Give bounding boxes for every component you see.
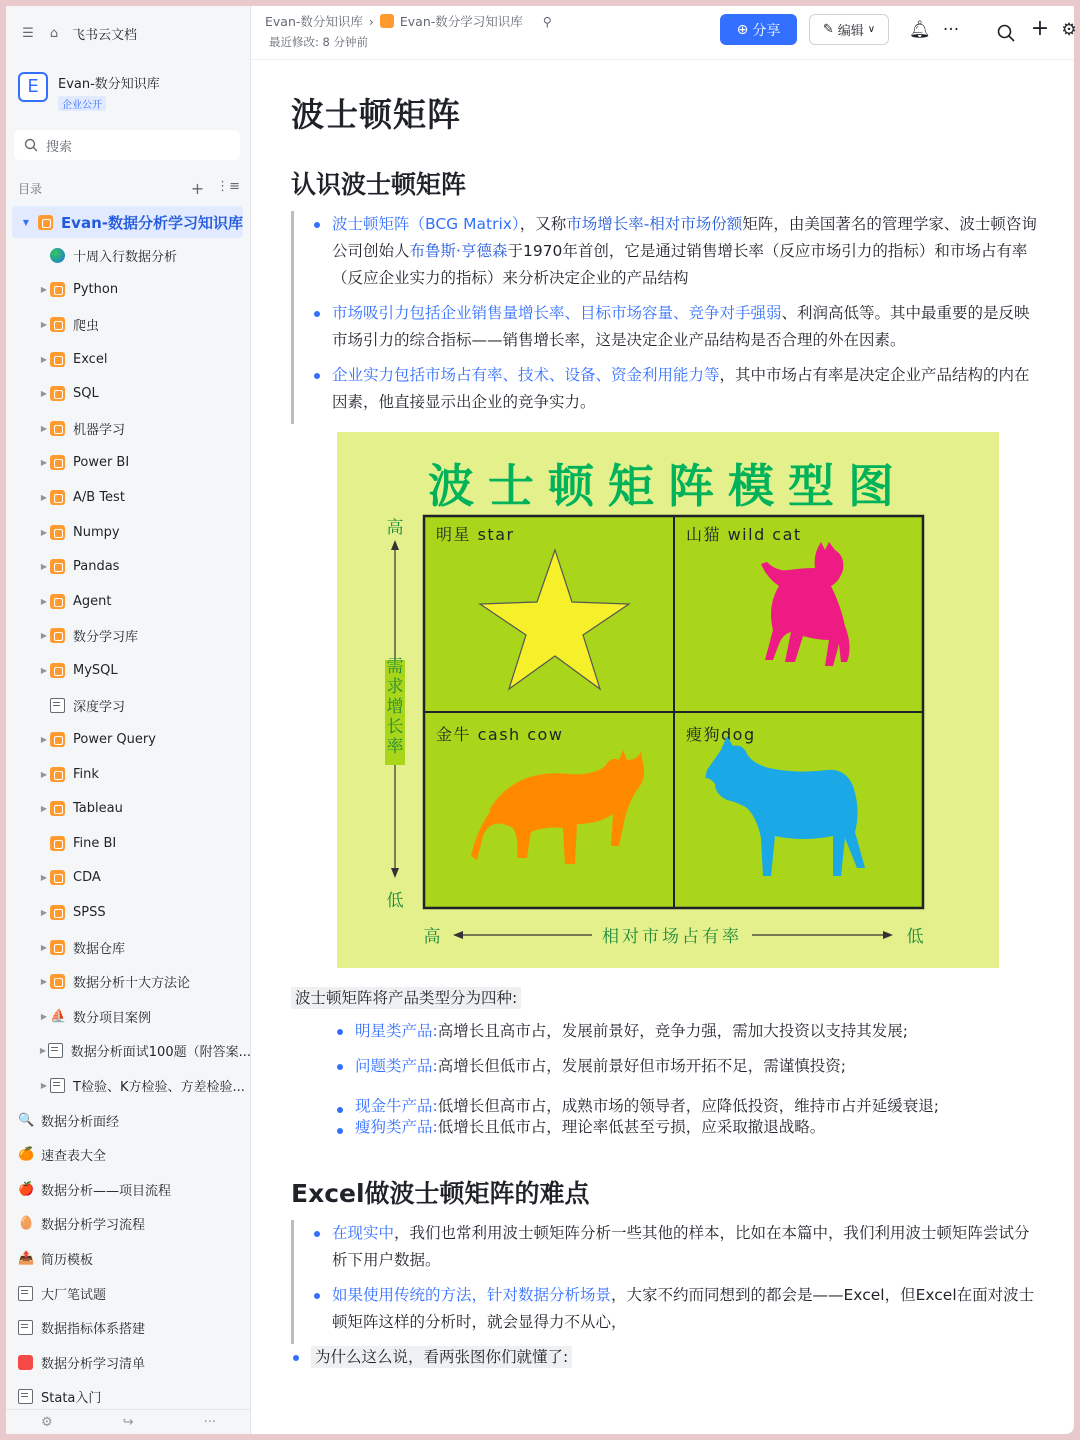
sidebar-item-icon <box>50 801 65 816</box>
sidebar-item-label: Agent <box>73 593 112 609</box>
sidebar-item-label: 深度学习 <box>73 699 126 715</box>
list-item <box>335 1117 1037 1138</box>
caret-right-icon[interactable]: ▶ <box>40 562 48 572</box>
sidebar-item[interactable] <box>6 861 251 896</box>
sidebar-item[interactable] <box>6 584 251 619</box>
y-axis-label-char: 求 <box>386 677 404 697</box>
x-axis-low: 低 <box>906 927 924 947</box>
sidebar-item-label: 数分学习库 <box>73 630 139 646</box>
search-input[interactable] <box>14 130 240 160</box>
sidebar-item-label: SQL <box>73 386 99 402</box>
sidebar-item-icon: 📤 <box>18 1251 35 1267</box>
sidebar-item-label: Numpy <box>73 524 120 540</box>
sidebar-item[interactable] <box>6 273 251 308</box>
sidebar-item[interactable] <box>12 206 243 238</box>
y-axis-label-char: 需 <box>386 657 404 677</box>
sidebar-item[interactable] <box>6 1172 251 1207</box>
caret-right-icon[interactable]: ▶ <box>40 735 48 745</box>
caret-right-icon[interactable]: ▶ <box>40 769 48 779</box>
sidebar-item-label: 数据仓库 <box>73 941 126 957</box>
edit-label: 编辑 <box>837 24 864 39</box>
sidebar-item-label: 简历模板 <box>41 1253 94 1269</box>
pencil-icon: ✎ <box>822 22 834 37</box>
collapse-sidebar-icon[interactable]: ☰ <box>22 25 34 41</box>
caret-right-icon[interactable]: ▶ <box>40 423 48 433</box>
sidebar-item[interactable] <box>6 307 251 342</box>
sidebar-item-icon <box>50 870 65 885</box>
sidebar-item-icon: 🍎 <box>18 1181 35 1197</box>
share-label: 分享 <box>752 22 781 39</box>
sidebar-item[interactable] <box>6 1103 251 1138</box>
sidebar-item-icon <box>50 698 65 713</box>
sidebar-item[interactable] <box>6 930 251 965</box>
app-window <box>6 6 1077 1434</box>
new-icon[interactable]: + <box>1030 16 1050 41</box>
y-axis-label-char: 长 <box>386 717 404 737</box>
caret-right-icon[interactable]: ▶ <box>40 1081 48 1091</box>
x-arrow-left <box>453 931 463 939</box>
sidebar-item-icon <box>50 559 65 574</box>
sidebar-item-icon <box>50 248 65 263</box>
list-item <box>312 300 1041 354</box>
caret-right-icon[interactable]: ▶ <box>40 354 48 364</box>
sidebar-item-label: 数据指标体系搭建 <box>41 1322 146 1338</box>
sidebar-item[interactable] <box>6 722 251 757</box>
page-title: 波士顿矩阵 <box>291 95 461 134</box>
quadrant-cat-label: 山猫 wild cat <box>686 525 802 544</box>
type-desc: 高增长且高市占，发展前景好，竞争力强，需加大投资以支持其发展; <box>437 1022 908 1040</box>
body-text: ，大家不约而同想到的都会是——Excel，但Excel在面对波士顿矩阵这样的分析时，就会显得力不从心， <box>332 1286 1035 1331</box>
highlight-text: 在现实中 <box>332 1224 395 1242</box>
sidebar-item-icon <box>50 905 65 920</box>
caret-down-icon[interactable]: ▼ <box>22 217 30 227</box>
caret-right-icon[interactable]: ▶ <box>40 319 48 329</box>
sidebar-item[interactable] <box>6 342 251 377</box>
more-icon[interactable]: ··· <box>203 1414 216 1430</box>
x-arrow-right <box>883 931 893 939</box>
bell-icon[interactable]: 🔔︎ <box>909 20 931 40</box>
y-axis-label-char: 率 <box>386 737 404 757</box>
sidebar-item-label: MySQL <box>73 662 118 678</box>
sidebar-item[interactable] <box>6 895 251 930</box>
sidebar-item-icon <box>50 421 65 436</box>
sidebar-item-icon <box>48 1043 63 1058</box>
sidebar-item-label: Python <box>73 282 119 298</box>
edit-button[interactable] <box>809 14 889 45</box>
sidebar-item-label: Excel <box>73 351 108 367</box>
app-title[interactable]: 飞书云文档 <box>72 28 138 43</box>
sidebar-item[interactable] <box>6 515 251 550</box>
types-intro-text: 波士顿矩阵将产品类型分为四种: <box>291 987 521 1009</box>
sidebar-item-icon <box>18 1355 33 1370</box>
sidebar-item-label: 数据分析学习流程 <box>41 1218 146 1234</box>
highlight-text: 市场增长率-相对市场份额 <box>566 215 743 233</box>
sidebar-item-label: 速查表大全 <box>41 1149 107 1165</box>
sidebar-item[interactable] <box>6 1241 251 1276</box>
home-icon[interactable]: ⌂ <box>49 25 59 41</box>
body-text: 于1970年首创，它是通过销售增长率（反应市场引力的指标）和市场占有率（反应企业实力的指标）来分析决定企业的产品结构 <box>332 242 1028 287</box>
sidebar-item-label: T检验、K方检验、方差检验... <box>73 1080 245 1096</box>
sidebar <box>6 6 251 1434</box>
sidebar-item[interactable] <box>6 1068 251 1103</box>
caret-right-icon[interactable]: ▶ <box>40 1011 48 1021</box>
sidebar-item[interactable] <box>6 411 251 446</box>
sidebar-item-label: Fink <box>73 766 99 782</box>
y-arrow-down <box>391 868 399 878</box>
toc-tree <box>6 206 251 1414</box>
sidebar-item-label: Fine BI <box>73 835 117 851</box>
search-icon[interactable] <box>996 24 1016 42</box>
caret-right-icon[interactable]: ▶ <box>40 873 48 883</box>
sidebar-item-icon <box>50 663 65 678</box>
section-heading-2: Excel做波士顿矩阵的难点 <box>291 1179 590 1208</box>
sidebar-item-label: 数据分析面经 <box>41 1114 120 1130</box>
sidebar-item-label: CDA <box>73 870 101 886</box>
caret-right-icon[interactable]: ▶ <box>40 527 48 537</box>
sidebar-item[interactable] <box>6 999 251 1034</box>
sidebar-item-icon <box>50 525 65 540</box>
sidebar-item[interactable] <box>6 238 251 273</box>
list-item <box>335 1096 1037 1117</box>
sidebar-item-icon <box>38 215 53 230</box>
caret-right-icon[interactable]: ▶ <box>40 908 48 918</box>
list-item <box>312 1220 1041 1274</box>
caret-right-icon[interactable]: ▶ <box>40 596 48 606</box>
sidebar-item-icon <box>50 732 65 747</box>
list-item <box>291 1344 1051 1371</box>
caret-right-icon[interactable]: ▶ <box>40 492 48 502</box>
type-desc: 低增长且低市占，理论率低甚至亏损，应采取撤退战略。 <box>437 1118 826 1136</box>
body-text: 矩阵，由美国著名的管理学家、波士顿咨询公司创始人 <box>332 215 1037 260</box>
type-desc: 低增长但高市占，成熟市场的领导者，应降低投资，维持市占并延缓衰退; <box>437 1097 939 1115</box>
sidebar-item-icon <box>50 974 65 989</box>
sidebar-item-icon: ⛵ <box>50 1008 67 1024</box>
body-text: 、利润高低等。其中最重要的是反映市场引力的综合指标——销售增长率，这是决定企业产品结构是否合理的外在因素。 <box>332 304 1030 349</box>
highlight-text: 如果使用传统的方法，针对数据分析场景 <box>332 1286 612 1304</box>
breadcrumb <box>265 12 552 30</box>
x-axis-high: 高 <box>423 927 441 947</box>
type-name: 瘦狗类产品: <box>355 1118 438 1136</box>
add-icon[interactable]: + <box>190 179 205 198</box>
sidebar-item-label: 爬虫 <box>73 318 100 334</box>
sidebar-item-icon: 🍊 <box>18 1147 35 1163</box>
chevron-right-icon: › <box>368 13 374 29</box>
intro-quote <box>291 211 1041 424</box>
space-logo: E <box>18 72 48 102</box>
body-text: 为什么这么说，看两张图你们就懂了: <box>311 1346 572 1368</box>
sidebar-item-icon <box>50 282 65 297</box>
body-text: ，又称 <box>519 215 567 233</box>
sidebar-item-icon <box>50 767 65 782</box>
y-arrow-up <box>391 540 399 550</box>
sidebar-item-icon <box>50 628 65 643</box>
document-body <box>251 61 1074 1434</box>
settings-icon[interactable]: ⚙ <box>41 1414 53 1430</box>
sidebar-item-label: 大厂笔试题 <box>41 1287 107 1303</box>
list-item <box>312 1282 1041 1336</box>
sidebar-header <box>20 24 137 43</box>
quadrant-dog-label: 瘦狗dog <box>686 725 756 744</box>
more-options-icon[interactable]: ··· <box>942 20 960 40</box>
caret-right-icon[interactable]: ▶ <box>40 285 48 295</box>
bcg-matrix-image <box>337 432 999 968</box>
sidebar-item[interactable] <box>6 826 251 861</box>
type-name: 问题类产品: <box>355 1057 438 1075</box>
sidebar-item-icon <box>50 836 65 851</box>
sidebar-item-label: Evan-数据分析学习知识库 <box>60 213 243 232</box>
sidebar-item[interactable] <box>6 619 251 654</box>
quadrant-cow-label: 金牛 cash cow <box>436 725 564 744</box>
sidebar-item-label: SPSS <box>73 905 106 921</box>
type-name: 现金牛产品: <box>355 1097 438 1115</box>
sidebar-item-icon <box>18 1320 33 1335</box>
caret-right-icon[interactable]: ▶ <box>40 665 48 675</box>
sidebar-item[interactable] <box>6 1137 251 1172</box>
sidebar-item[interactable] <box>6 757 251 792</box>
sidebar-item-icon <box>50 490 65 505</box>
sidebar-item-icon: 🥚 <box>18 1216 35 1232</box>
sidebar-item[interactable] <box>6 792 251 827</box>
sidebar-item[interactable] <box>6 376 251 411</box>
sidebar-item-label: 数据分析面试100题（附答案... <box>70 1045 251 1061</box>
bcg-matrix-figure <box>337 432 999 968</box>
share-arrow-icon[interactable]: ↪ <box>122 1414 134 1430</box>
caret-right-icon[interactable]: ▶ <box>40 942 48 952</box>
sidebar-item-label: 机器学习 <box>73 422 126 438</box>
sidebar-item[interactable] <box>6 480 251 515</box>
sidebar-item-label: 十周入行数据分析 <box>73 249 178 265</box>
sidebar-item[interactable] <box>6 1034 251 1069</box>
quadrant-star-label: 明星 star <box>436 525 515 544</box>
caret-right-icon[interactable]: ▶ <box>40 458 48 468</box>
body-text: ，我们也常利用波士顿矩阵分析一些其他的样本，比如在本篇中，我们利用波士顿矩阵尝试分析下用户数据。 <box>332 1224 1030 1269</box>
search-icon <box>24 138 38 152</box>
chevron-down-icon: ∨ <box>867 24 876 35</box>
sidebar-item-label: Pandas <box>73 559 120 575</box>
sidebar-item-label: Tableau <box>73 801 123 817</box>
y-axis-high: 高 <box>386 518 404 538</box>
caret-right-icon[interactable]: ▶ <box>40 389 48 399</box>
highlight-text: 波士顿矩阵（BCG Matrix） <box>332 215 520 233</box>
pin-icon[interactable]: ⚲ <box>542 13 552 29</box>
caret-right-icon[interactable]: ▶ <box>40 977 48 987</box>
sidebar-item-icon <box>50 1078 65 1093</box>
breadcrumb-root[interactable]: Evan-数分知识库 <box>265 14 363 29</box>
type-name: 明星类产品: <box>355 1022 438 1040</box>
sidebar-item[interactable] <box>6 653 251 688</box>
sidebar-item-label: 数分项目案例 <box>73 1010 152 1026</box>
types-intro <box>291 986 521 1008</box>
highlight-text: 布鲁斯·亨德森 <box>409 242 508 260</box>
y-axis-label-char: 增 <box>386 697 404 717</box>
sidebar-item-icon: 🔍 <box>18 1112 35 1128</box>
toc-label: 目录 <box>18 182 43 196</box>
caret-right-icon[interactable]: ▶ <box>39 1046 46 1056</box>
sidebar-item[interactable] <box>6 1207 251 1242</box>
type-desc: 高增长但低市占，发展前景好但市场开拓不足，需谨慎投资; <box>437 1057 846 1075</box>
sidebar-item-label: 数据分析学习清单 <box>41 1356 146 1372</box>
list-item <box>335 1018 1037 1045</box>
sidebar-item[interactable] <box>6 1345 251 1380</box>
highlight-text: 企业实力包括市场占有率、技术、设备、资金利用能力等 <box>332 366 720 384</box>
doc-icon <box>380 14 394 28</box>
sidebar-item[interactable] <box>6 446 251 481</box>
sidebar-item-label: 数据分析十大方法论 <box>73 976 191 992</box>
sidebar-item-label: 数据分析——项目流程 <box>41 1183 172 1199</box>
sidebar-item-label: Power BI <box>73 455 130 471</box>
sidebar-item-icon <box>50 455 65 470</box>
space-name: Evan-数分知识库 <box>58 77 160 92</box>
sidebar-item[interactable] <box>6 688 251 723</box>
sidebar-item[interactable] <box>6 549 251 584</box>
caret-right-icon[interactable]: ▶ <box>40 631 48 641</box>
sidebar-footer <box>6 1409 251 1434</box>
highlight-text: 市场吸引力包括企业销售量增长率、目标市场容量、竞争对手强弱 <box>332 304 782 322</box>
globe-icon: ⊕ <box>736 21 749 38</box>
types-list <box>317 1018 1037 1146</box>
settings-icon[interactable]: ⚙ <box>1061 20 1077 40</box>
caret-right-icon[interactable]: ▶ <box>40 804 48 814</box>
share-button[interactable] <box>720 14 797 45</box>
body-text: ，其中市场占有率是决定企业产品结构的内在因素，他直接显示出企业的竞争实力。 <box>332 366 1030 411</box>
excel-quote <box>291 1220 1041 1344</box>
section-heading-1: 认识波士顿矩阵 <box>291 170 467 199</box>
sidebar-item-label: Stata入门 <box>41 1391 102 1407</box>
x-axis-label: 相对市场占有率 <box>602 927 742 947</box>
breadcrumb-current[interactable]: Evan-数分学习知识库 <box>399 14 523 29</box>
y-axis-low: 低 <box>386 891 404 911</box>
sidebar-item-icon <box>18 1286 33 1301</box>
space-badge: 企业公开 <box>58 96 106 111</box>
sidebar-item-icon <box>50 594 65 609</box>
list-item <box>335 1053 1037 1080</box>
sidebar-item-icon <box>50 940 65 955</box>
sidebar-item[interactable] <box>6 1310 251 1345</box>
sidebar-item[interactable] <box>6 964 251 999</box>
list-settings-icon[interactable]: ⋮≡ <box>216 179 240 194</box>
sidebar-item-icon <box>50 352 65 367</box>
last-modified: 最近修改: 8 分钟前 <box>269 35 369 49</box>
toc-header <box>18 179 240 198</box>
sidebar-item-icon <box>50 317 65 332</box>
y-axis-label <box>387 657 404 757</box>
list-item <box>312 362 1041 416</box>
sidebar-item-icon <box>50 386 65 401</box>
search-placeholder: 搜索 <box>46 139 73 155</box>
list-item <box>312 211 1041 292</box>
figure-title: 波士顿矩阵模型图 <box>428 459 908 513</box>
last-item <box>291 1344 1051 1379</box>
sidebar-item-icon <box>18 1389 33 1404</box>
space-info[interactable] <box>18 72 160 112</box>
sidebar-item[interactable] <box>6 1276 251 1311</box>
top-bar <box>251 6 1077 60</box>
sidebar-item-label: A/B Test <box>73 489 125 505</box>
sidebar-item-label: Power Query <box>73 732 156 748</box>
